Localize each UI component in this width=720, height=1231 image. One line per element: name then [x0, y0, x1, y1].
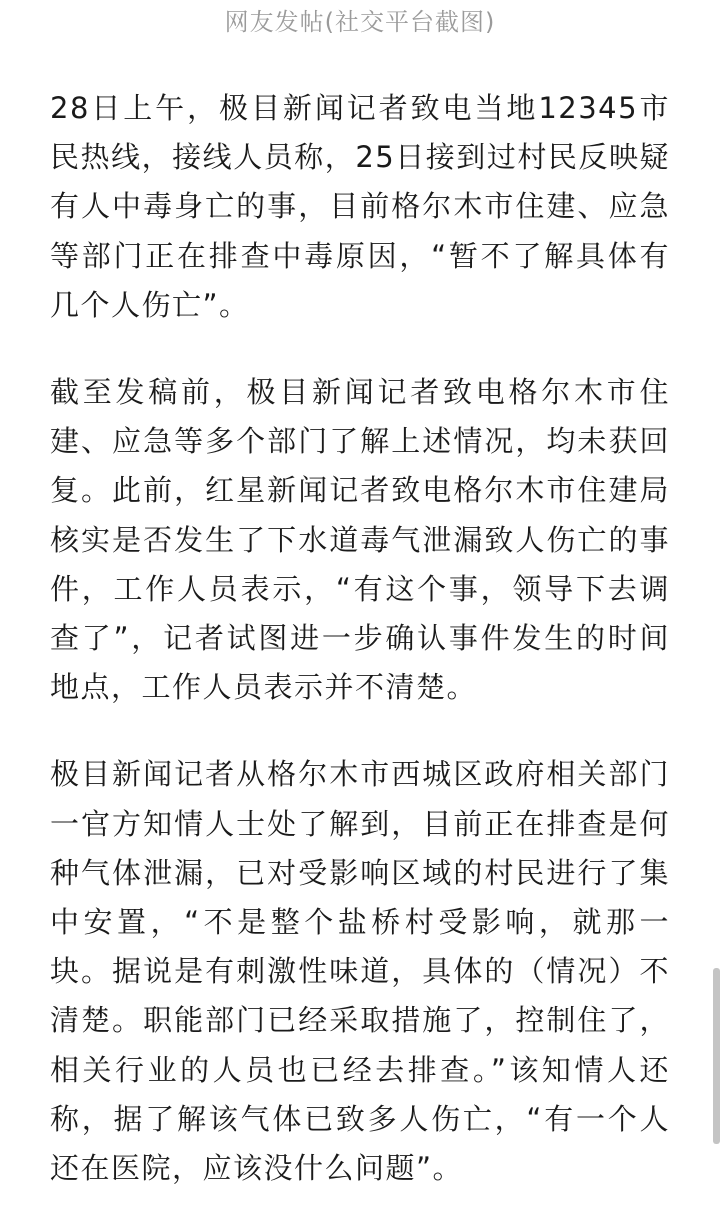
- paragraph-2: 截至发稿前，极目新闻记者致电格尔木市住建、应急等多个部门了解上述情况，均未获回复。此前，红星新闻记者致电格尔木市住建局核实是否发生了下水道毒气泄漏致人伤亡的事件，工作人员表示，“有这个事，领导下去调查了”，记者试图进一步确认事件发生的时间地点，工作人员表示并不清楚。: [50, 375, 670, 705]
- article-body: [50, 84, 670, 1231]
- paragraph-3: 极目新闻记者从格尔木市西城区政府相关部门一官方知情人士处了解到，目前正在排查是何种气体泄漏，已对受影响区域的村民进行了集中安置，“不是整个盐桥村受影响，就那一块。据说是有刺激性味道，具体的（情况）不清楚。职能部门已经采取措施了，控制住了，相关行业的人员也已经去排查。”该知情人还称，据了解该气体已致多人伤亡，“有一个人还在医院，应该没什么问题”。: [50, 757, 670, 1186]
- paragraph-1: 28日上午，极目新闻记者致电当地12345市民热线，接线人员称，25日接到过村民反映疑有人中毒身亡的事，目前格尔木市住建、应急等部门正在排查中毒原因，“暂不了解具体有几个人伤亡”。: [50, 91, 670, 322]
- image-caption: 网友发帖(社交平台截图): [224, 8, 496, 36]
- scrollbar-thumb[interactable]: [713, 968, 720, 1144]
